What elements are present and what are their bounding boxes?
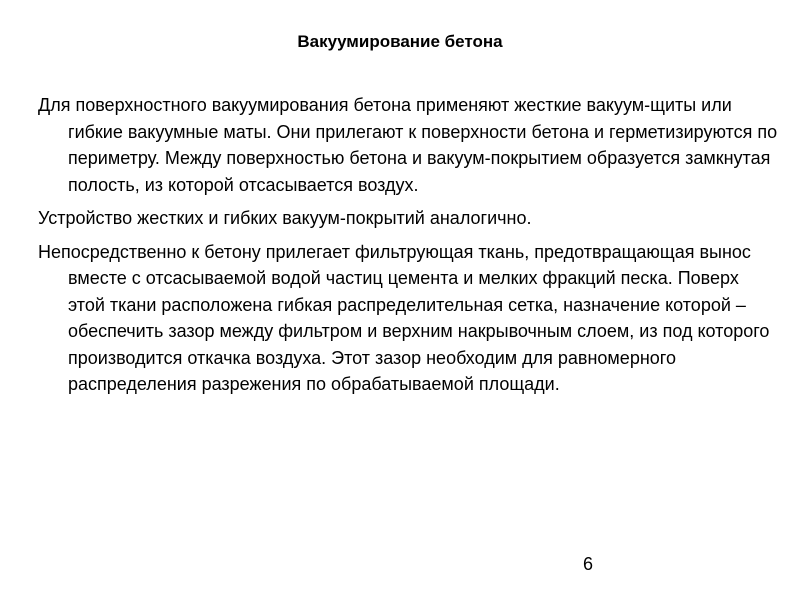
slide-title: Вакуумирование бетона	[297, 32, 503, 51]
slide-body	[38, 92, 778, 405]
page-number: 6	[582, 554, 593, 574]
paragraph-filter-fabric: Непосредственно к бетону прилегает фильтрующая ткань, предотвращающая вынос вместе с отсасываемой водой частиц цемента и мелких фракций песка. Поверх этой ткани расположена гибкая распределительная сетка, назначение которой – обеспечить зазор между фильтром и верхним накрывочным слоем, из под которого производится откачка воздуха. Этот зазор необходим для равномерного распределения разрежения по обрабатываемой площади.	[38, 241, 770, 394]
paragraph-vacuum-shields: Для поверхностного вакуумирования бетона применяют жесткие вакуум-щиты или гибкие вакуумные маты. Они прилегают к поверхности бетона и герметизируются по периметру. Между поверхностью бетона и вакуум-покрытием образуется замкнутая полость, из которой отсасывается воздух.	[38, 95, 778, 195]
paragraph-device-similarity: Устройство жестких и гибких вакуум-покрытий аналогично.	[38, 208, 532, 228]
